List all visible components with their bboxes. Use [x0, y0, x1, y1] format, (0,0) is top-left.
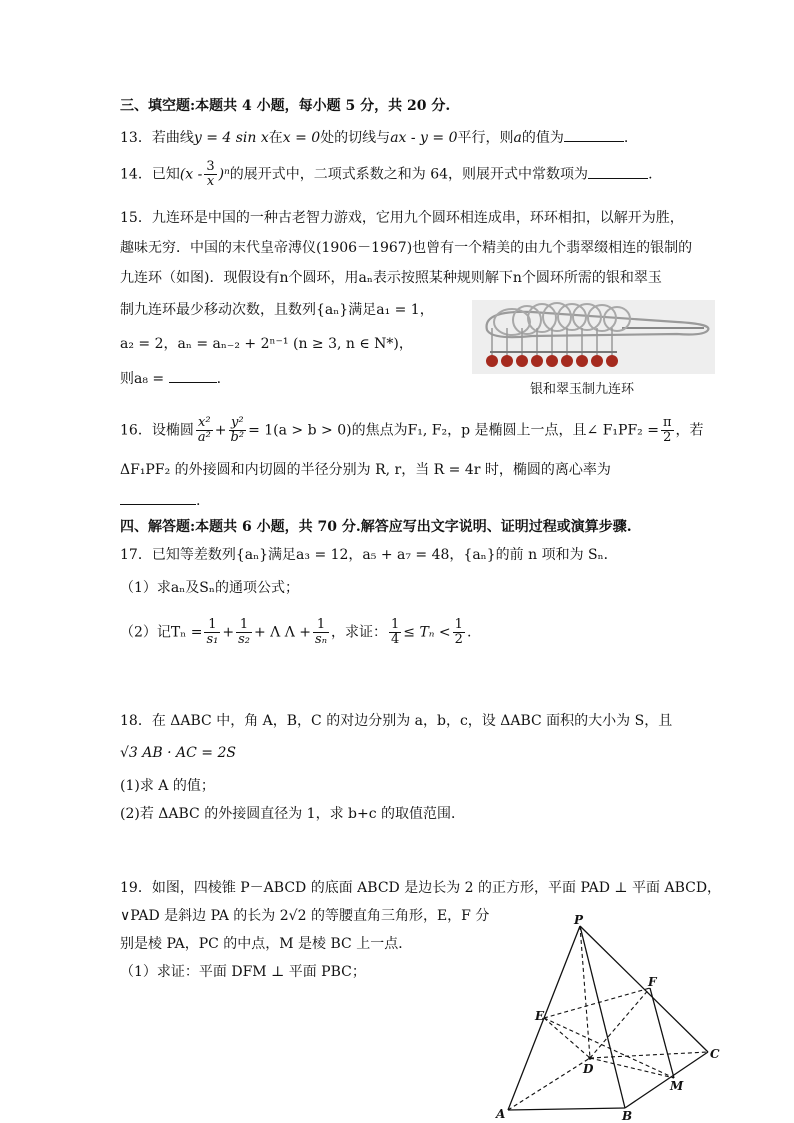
nine-rings-photo	[472, 300, 715, 374]
label-F: F	[648, 975, 657, 989]
section3-header: 三、填空题:本题共 4 小题，每小题 5 分，共 20 分.	[120, 98, 451, 114]
label-D: D	[583, 1062, 594, 1076]
answer-blank	[120, 490, 196, 505]
answer-blank	[588, 164, 648, 179]
question-17-part1: （1）求aₙ及Sₙ的通项公式；	[120, 580, 299, 596]
label-P: P	[574, 913, 584, 927]
question-18-part1: (1)求 A 的值；	[120, 778, 215, 794]
label-C: C	[710, 1047, 720, 1061]
question-16-line1: 16．设椭圆 $\frac{\text{x²}}{\text{a²}}$ + $\frac{\text{y²}}{\text{b²}}$ = 1(a > b > 0)的焦点为F₁, F₂，p 是椭圆上一点，且∠ F₁PF₂ = $\frac{\pi}{2}$ ，若	[120, 415, 704, 445]
question-19-line3: 别是棱 PA，PC 的中点，M 是棱 BC 上一点．	[120, 936, 413, 952]
section4-header: 四、解答题:本题共 6 小题，共 70 分.解答应写出文字说明、证明过程或演算步骤.	[120, 519, 632, 535]
answer-blank	[564, 127, 624, 142]
answer-blank	[169, 368, 217, 383]
question-13: 13．若曲线y = 4 sin x在x = 0处的切线与ax - y = 0平行，则a的值为 .	[120, 127, 628, 148]
question-15-line6: 则a₈ = .	[120, 368, 221, 389]
question-18-line2: √3 AB · AC = 2S	[120, 745, 236, 761]
question-17-line1: 17．已知等差数列{aₙ}满足a₃ = 12，a₅ + a₇ = 48，{aₙ}的前 n 项和为 Sₙ．	[120, 547, 618, 563]
photo-caption: 银和翠玉制九连环	[530, 382, 635, 397]
question-19-line2: ∨PAD 是斜边 PA 的长为 2√2 的等腰直角三角形，E，F 分	[120, 908, 490, 924]
question-15-line4: 制九连环最少移动次数，且数列{aₙ}满足a₁ = 1，	[120, 302, 434, 318]
label-B: B	[622, 1109, 633, 1122]
question-19-line1: 19．如图，四棱锥 P－ABCD 的底面 ABCD 是边长为 2 的正方形，平面 PAD ⊥ 平面 ABCD，	[120, 880, 722, 896]
question-18-part2: (2)若 ΔABC 的外接圆直径为 1，求 b+c 的取值范围．	[120, 806, 466, 822]
question-15-line1: 15．九连环是中国的一种古老智力游戏，它用九个圆环相连成串，环环相扣，以解开为胜，	[120, 210, 684, 226]
label-M: M	[670, 1079, 684, 1093]
label-E: E	[535, 1009, 545, 1023]
question-15-line3: 九连环（如图)．现假设有n个圆环，用aₙ表示按照某种规则解下n个圆环所需的银和翠玉	[120, 270, 662, 286]
question-16-line3: .	[120, 490, 200, 511]
question-15-line5: a₂ = 2，aₙ = aₙ₋₂ + 2ⁿ⁻¹ (n ≥ 3, n ∈ N*)，	[120, 336, 413, 352]
question-15-line2: 趣味无穷．中国的末代皇帝溥仪(1906－1967)也曾有一个精美的由九个翡翠缀相连的银制的	[120, 240, 693, 256]
question-14: 14．已知(x - $\frac{3}{x}$ )ⁿ的展开式中，二项式系数之和为 64，则展开式中常数项为 .	[120, 159, 653, 189]
question-19-part1: （1）求证：平面 DFM ⊥ 平面 PBC；	[120, 964, 366, 980]
question-17-part2: （2）记Tₙ = $\frac{1}{\text{s₁}}$ + $\frac{1}{\text{s₂}}$ + Λ Λ + $\frac{1}{\text{sₙ}}$ ，求证： $\frac{1}{4}$ ≤ Tₙ < $\frac{1}{2}$ .	[120, 617, 472, 647]
question-18-line1: 18．在 ΔABC 中，角 A，B，C 的对边分别为 a，b，c，设 ΔABC 面积的大小为 S，且	[120, 713, 673, 729]
question-16-line2: ΔF₁PF₂ 的外接圆和内切圆的半径分别为 R, r，当 R = 4r 时，椭圆的离心率为	[120, 462, 611, 478]
fraction-3-over-x: $\frac{3}{x}$	[206, 159, 215, 189]
pyramid-figure	[480, 912, 730, 1122]
label-A: A	[496, 1107, 506, 1121]
